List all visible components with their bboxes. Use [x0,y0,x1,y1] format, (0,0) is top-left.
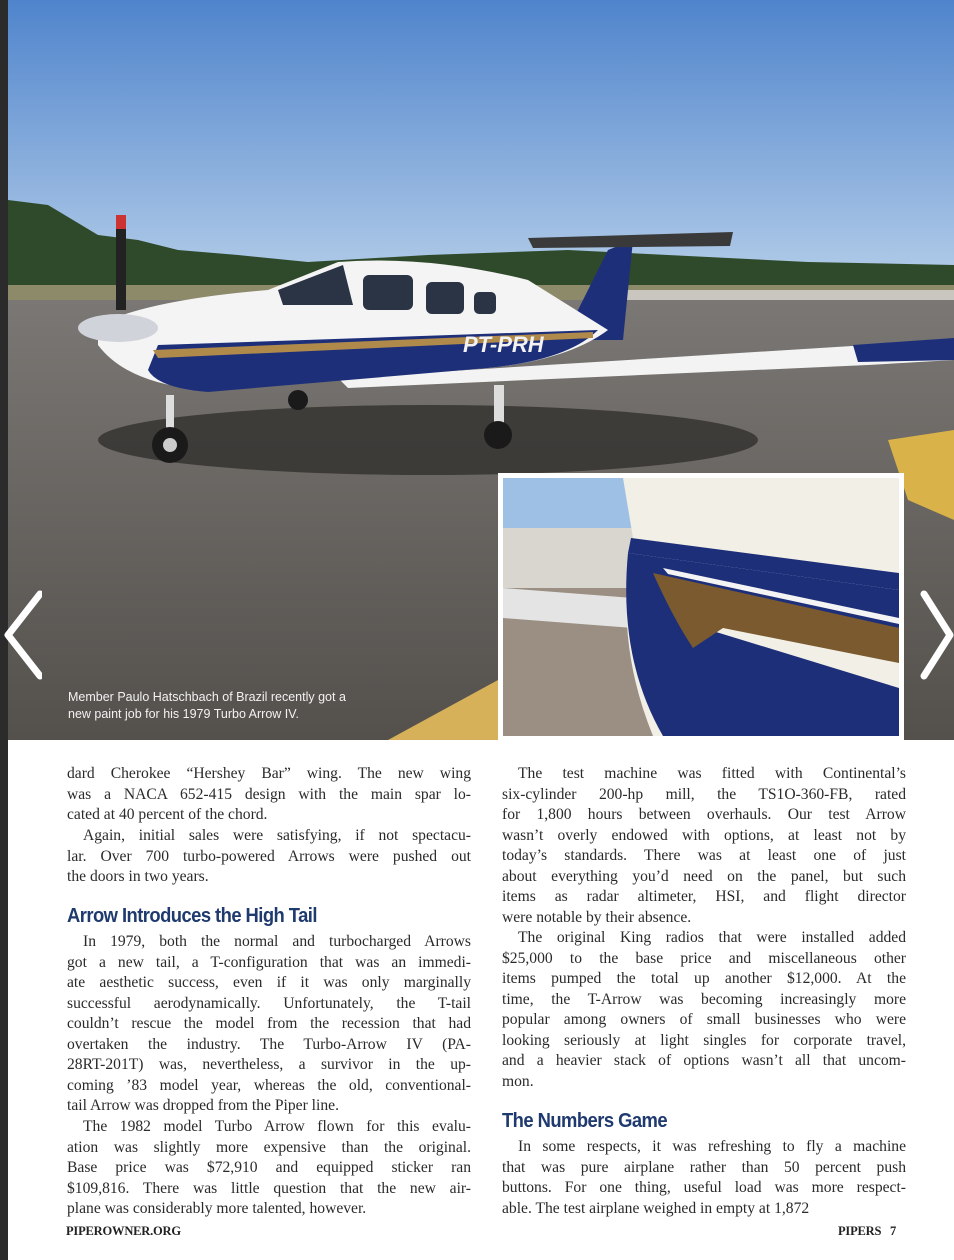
text-line: items pumped the total up another $12,000. At the [502,970,906,987]
footer-folio [838,1224,896,1239]
paragraph [502,928,906,1092]
text-line: for 1,800 hours between overhauls. Our test Arrow [502,806,906,823]
inset-photo-paint-detail [498,473,904,741]
paragraph [502,764,906,928]
text-line: popular among owners of small businesses who were [502,1011,906,1028]
text-line: cated at 40 percent of the chord. [67,806,268,823]
next-page-button[interactable] [916,590,954,680]
chevron-left-icon [2,590,42,680]
text-line: got a new tail, a T-configuration that was an immedi- [67,953,471,971]
text-line: successful aerodynamically. Unfortunately, the T-tail [67,994,471,1012]
text-line: overtaken the industry. The Turbo-Arrow IV (PA- [67,1035,471,1053]
text-line: time, the T-Arrow was becoming increasingly more [502,990,906,1008]
caption-line: new paint job for his 1979 Turbo Arrow IV. [68,707,299,721]
text-line: ation was slightly more expensive than the original. [67,1138,471,1156]
text-line: lar. Over 700 turbo-powered Arrows were pushed out [67,847,471,865]
text-line: tail Arrow was dropped from the Piper line. [67,1097,339,1114]
text-line: The 1982 model Turbo Arrow flown for this evalu- [83,1118,471,1135]
text-line: In some respects, it was refreshing to fly a machine [518,1138,906,1155]
text-line: The original King radios that were installed added [518,929,906,946]
text-line: The test machine was fitted with Continental’s [518,765,906,782]
text-line: couldn’t rescue the model from the recession that had [67,1015,471,1032]
tail-number: PT-PRH [463,332,544,357]
caption-line: Member Paulo Hatschbach of Brazil recently got a [68,690,346,704]
section-heading: The Numbers Game [502,1110,668,1132]
footer-website: PIPEROWNER.ORG [66,1224,181,1238]
paragraph [502,1137,906,1219]
text-line: six-cylinder 200-hp mill, the TS1O-360-FB, rated [502,785,906,803]
text-line: able. The test airplane weighed in empty at 1,872 [502,1199,810,1217]
text-line: 28RT-201T) was, nevertheless, a survivor in the up- [67,1056,471,1073]
text-line: was a NACA 652-415 design with the main spar lo- [67,785,471,803]
chevron-right-icon [916,590,954,680]
text-line: today’s standards. There was at least one of just [502,847,906,864]
previous-page-button[interactable] [2,590,42,680]
text-line: Base price was $72,910 and equipped sticker ran [67,1159,471,1176]
text-line: Again, initial sales were satisfying, if not spectacu- [83,827,471,844]
text-line: $109,816. There was little question that the new air- [67,1179,471,1197]
section-heading: Arrow Introduces the High Tail [67,905,317,927]
page-number: 7 [890,1224,897,1238]
text-line: In 1979, both the normal and turbocharged Arrows [83,933,471,950]
text-line: that was pure airplane rather than 50 percent push [502,1158,906,1176]
text-line: about everything you’d need on the panel, but such [502,867,906,885]
text-line: plane was considerably more talented, however. [67,1200,367,1217]
paragraph [67,1117,471,1220]
text-line: buttons. For one thing, useful load was more respect- [502,1179,906,1196]
photo-caption [68,689,346,723]
text-line: mon. [502,1072,534,1090]
text-line: were notable by their absence. [502,908,692,926]
text-line: looking seriously at light singles for corporate travel, [502,1031,906,1049]
text-line: $25,000 to the base price and miscellaneous other [502,949,906,967]
paragraph [67,764,471,826]
footer-section: PIPERS [838,1224,882,1238]
text-line: ate aesthetic success, even if it was only marginally [67,974,471,991]
text-line: wasn’t overly endowed with options, at least not by [502,826,906,844]
text-line: the doors in two years. [67,868,209,885]
paragraph [67,932,471,1117]
text-line: dard Cherokee “Hershey Bar” wing. The new wing [67,765,471,782]
paragraph [67,826,471,888]
text-line: coming ’83 model year, whereas the old, conventional- [67,1076,471,1094]
text-line: and a heavier stack of options wasn’t all that uncom- [502,1052,906,1069]
text-line: items as radar altimeter, HSI, and flight director [502,888,906,905]
